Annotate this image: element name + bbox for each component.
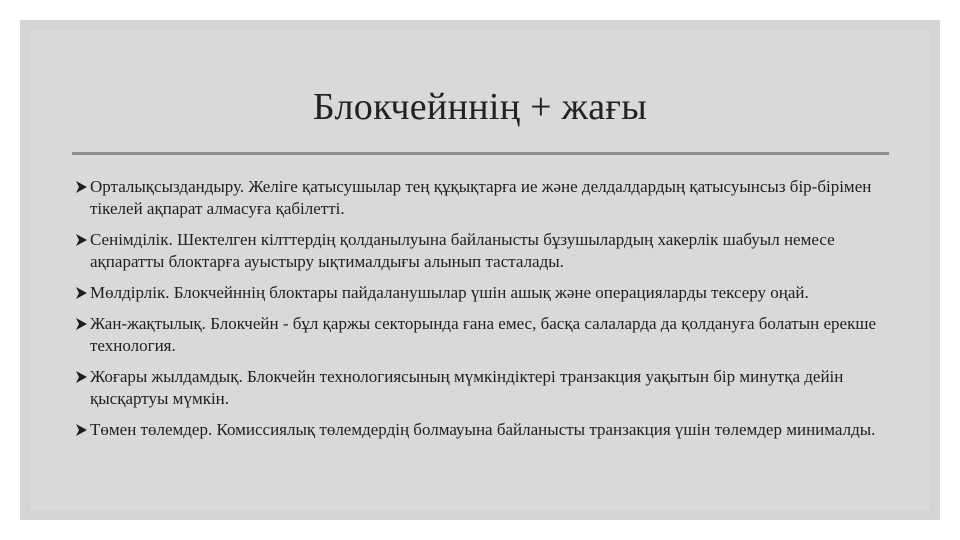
bullet-item [76,282,896,304]
bullet-text: Комиссиялық төлемдердің болмауына байланысты транзакция үшін төлемдер минималды. [212,420,876,439]
bullet-text: Блокчейннің блоктары пайдаланушылар үшін ашық және операцияларды тексеру оңай. [169,283,809,302]
bullet-text: Шектелген кілттердің қолданылуына байланысты бұзушылардың хакерлік шабуыл немесе ақпаратты блоктарға ауыстыру ықтималдығы алынып тасталады. [90,230,835,271]
bullet-label: Орталықсыздандыру. [90,177,245,196]
title-divider [72,152,889,155]
slide-title: Блокчейннің + жағы [312,86,648,128]
arrow-bullet-icon [76,287,87,299]
arrow-bullet-icon [76,234,87,246]
bullet-label: Жоғары жылдамдық. [90,367,243,386]
bullet-item [76,419,896,441]
bullet-item [76,229,896,273]
slide-frame [20,20,940,520]
bullet-label: Жан-жақтылық. [90,314,206,333]
bullet-list [76,176,896,450]
bullet-text: Желіге қатысушылар тең құқықтарға ие және делдалдардың қатысуынсыз бір-бірімен тікелей ақпарат алмасуға қабілетті. [90,177,872,218]
bullet-label: Мөлдірлік. [90,283,170,302]
bullet-text: Блокчейн - бұл қаржы секторында ғана емес, басқа салаларда да қолдануға болатын ерекше технология. [90,314,876,355]
bullet-item [76,366,896,410]
arrow-bullet-icon [76,318,87,330]
bullet-item [76,313,896,357]
bullet-label: Сенімділік. [90,230,173,249]
bullet-item [76,176,896,220]
arrow-bullet-icon [76,424,87,436]
slide [30,30,930,510]
bullet-label: Төмен төлемдер. [90,420,213,439]
arrow-bullet-icon [76,371,87,383]
bullet-text: Блокчейн технологиясының мүмкіндіктері транзакция уақытын бір минутқа дейін қысқартуы мүмкін. [90,367,844,408]
arrow-bullet-icon [76,181,87,193]
